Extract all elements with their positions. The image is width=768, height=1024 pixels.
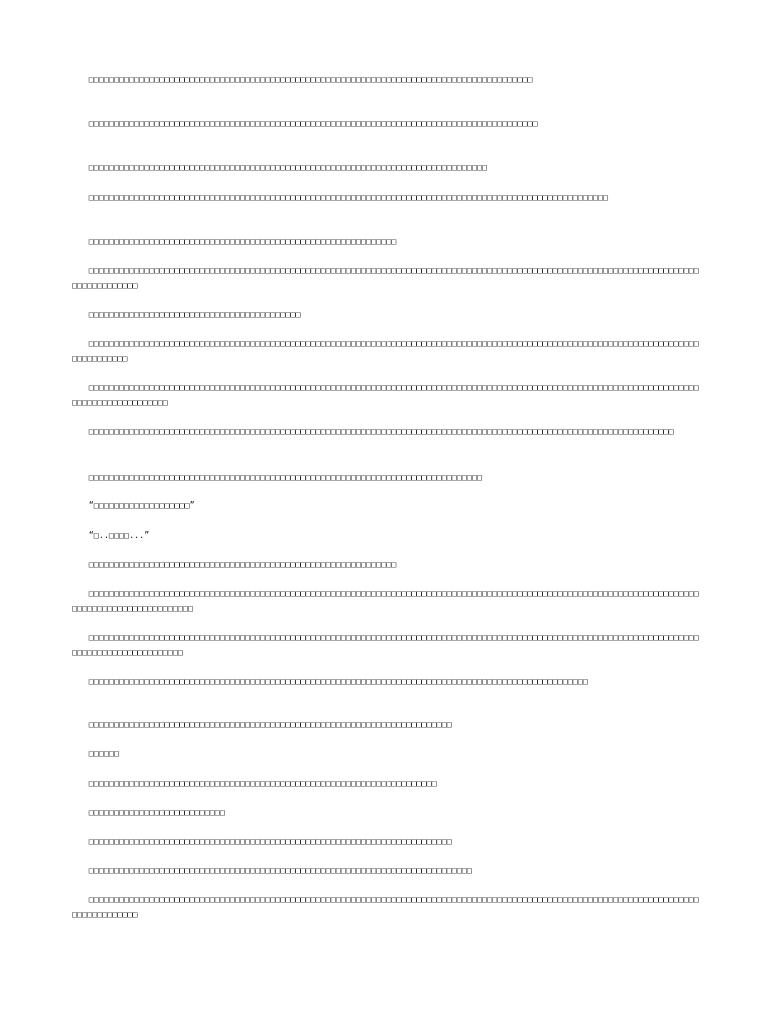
paragraph-5: □□□□□□□□□□□□□□□□□□□□□□□□□□□□□□□□□□□□□□□□□□□□□□□□□□□□□□□□□□□□□: [72, 236, 397, 246]
dialogue-line-1: “□□□□□□□□□□□□□□□□□□□”: [72, 500, 195, 510]
paragraph-18: □□□□□□□□□□□□□□□□□□□□□□□□□□□□□□□□□□□□□□□□□□□□□□□□□□□□□□□□□□□□□□□□□□□□□□□□: [72, 719, 452, 729]
paragraph-23: □□□□□□□□□□□□□□□□□□□□□□□□□□□□□□□□□□□□□□□□□□□□□□□□□□□□□□□□□□□□□□□□□□□□□□□□□□□□: [72, 865, 472, 875]
paragraph-21: □□□□□□□□□□□□□□□□□□□□□□□□□□□: [72, 807, 225, 817]
paragraph-4: □□□□□□□□□□□□□□□□□□□□□□□□□□□□□□□□□□□□□□□□□□□□□□□□□□□□□□□□□□□□□□□□□□□□□□□□□□□□□□□□□□□□□□□□□□□□□□□□□□□□□□□: [72, 192, 609, 202]
paragraph-8: □□□□□□□□□□□□□□□□□□□□□□□□□□□□□□□□□□□□□□□□□□□□□□□□□□□□□□□□□□□□□□□□□□□□□□□□□□□□□□□□□□□□□□□□□□□□□□□□□□□□□□□□□□□□□□□□□□□□□□□□□□□□□□□□□□□□: [72, 338, 699, 363]
paragraph-11: □□□□□□□□□□□□□□□□□□□□□□□□□□□□□□□□□□□□□□□□□□□□□□□□□□□□□□□□□□□□□□□□□□□□□□□□□□□□□□: [72, 472, 483, 482]
paragraph-20: □□□□□□□□□□□□□□□□□□□□□□□□□□□□□□□□□□□□□□□□□□□□□□□□□□□□□□□□□□□□□□□□□□□□□: [72, 778, 437, 788]
paragraph-16: □□□□□□□□□□□□□□□□□□□□□□□□□□□□□□□□□□□□□□□□□□□□□□□□□□□□□□□□□□□□□□□□□□□□□□□□□□□□□□□□□□□□□□□□□□□□□□□□□□□□□□□□□□□□□□□□□□□□□□□□□□□□□□□□□□□□□□□□□□□□□□□: [72, 632, 699, 657]
paragraph-7: □□□□□□□□□□□□□□□□□□□□□□□□□□□□□□□□□□□□□□□□□□: [72, 309, 301, 319]
dialogue-line-2: “□..□□□□...”: [72, 530, 150, 540]
paragraph-22: □□□□□□□□□□□□□□□□□□□□□□□□□□□□□□□□□□□□□□□□□□□□□□□□□□□□□□□□□□□□□□□□□□□□□□□□: [72, 836, 452, 846]
paragraph-24: □□□□□□□□□□□□□□□□□□□□□□□□□□□□□□□□□□□□□□□□□□□□□□□□□□□□□□□□□□□□□□□□□□□□□□□□□□□□□□□□□□□□□□□□□□□□□□□□□□□□□□□□□□□□□□□□□□□□□□□□□□□□□□□□□□□□□□: [72, 894, 699, 919]
paragraph-6: □□□□□□□□□□□□□□□□□□□□□□□□□□□□□□□□□□□□□□□□□□□□□□□□□□□□□□□□□□□□□□□□□□□□□□□□□□□□□□□□□□□□□□□□□□□□□□□□□□□□□□□□□□□□□□□□□□□□□□□□□□□□□□□□□□□□□□: [72, 265, 699, 290]
paragraph-19: □□□□□□: [72, 748, 120, 758]
paragraph-10: □□□□□□□□□□□□□□□□□□□□□□□□□□□□□□□□□□□□□□□□□□□□□□□□□□□□□□□□□□□□□□□□□□□□□□□□□□□□□□□□□□□□□□□□□□□□□□□□□□□□□□□□□□□□□□□□□□□□: [72, 426, 674, 436]
paragraph-1: □□□□□□□□□□□□□□□□□□□□□□□□□□□□□□□□□□□□□□□□□□□□□□□□□□□□□□□□□□□□□□□□□□□□□□□□□□□□□□□□□□□□□□□□: [72, 74, 533, 84]
paragraph-15: □□□□□□□□□□□□□□□□□□□□□□□□□□□□□□□□□□□□□□□□□□□□□□□□□□□□□□□□□□□□□□□□□□□□□□□□□□□□□□□□□□□□□□□□□□□□□□□□□□□□□□□□□□□□□□□□□□□□□□□□□□□□□□□□□□□□□□□□□□□□□□□□□: [72, 588, 699, 613]
paragraph-9: □□□□□□□□□□□□□□□□□□□□□□□□□□□□□□□□□□□□□□□□□□□□□□□□□□□□□□□□□□□□□□□□□□□□□□□□□□□□□□□□□□□□□□□□□□□□□□□□□□□□□□□□□□□□□□□□□□□□□□□□□□□□□□□□□□□□□□□□□□□□: [72, 382, 699, 407]
paragraph-2: □□□□□□□□□□□□□□□□□□□□□□□□□□□□□□□□□□□□□□□□□□□□□□□□□□□□□□□□□□□□□□□□□□□□□□□□□□□□□□□□□□□□□□□□□: [72, 118, 538, 128]
paragraph-17: □□□□□□□□□□□□□□□□□□□□□□□□□□□□□□□□□□□□□□□□□□□□□□□□□□□□□□□□□□□□□□□□□□□□□□□□□□□□□□□□□□□□□□□□□□□□□□□□□□□: [72, 676, 588, 686]
paragraph-3: □□□□□□□□□□□□□□□□□□□□□□□□□□□□□□□□□□□□□□□□□□□□□□□□□□□□□□□□□□□□□□□□□□□□□□□□□□□□□□□: [72, 162, 488, 172]
paragraph-14: □□□□□□□□□□□□□□□□□□□□□□□□□□□□□□□□□□□□□□□□□□□□□□□□□□□□□□□□□□□□□: [72, 559, 397, 569]
